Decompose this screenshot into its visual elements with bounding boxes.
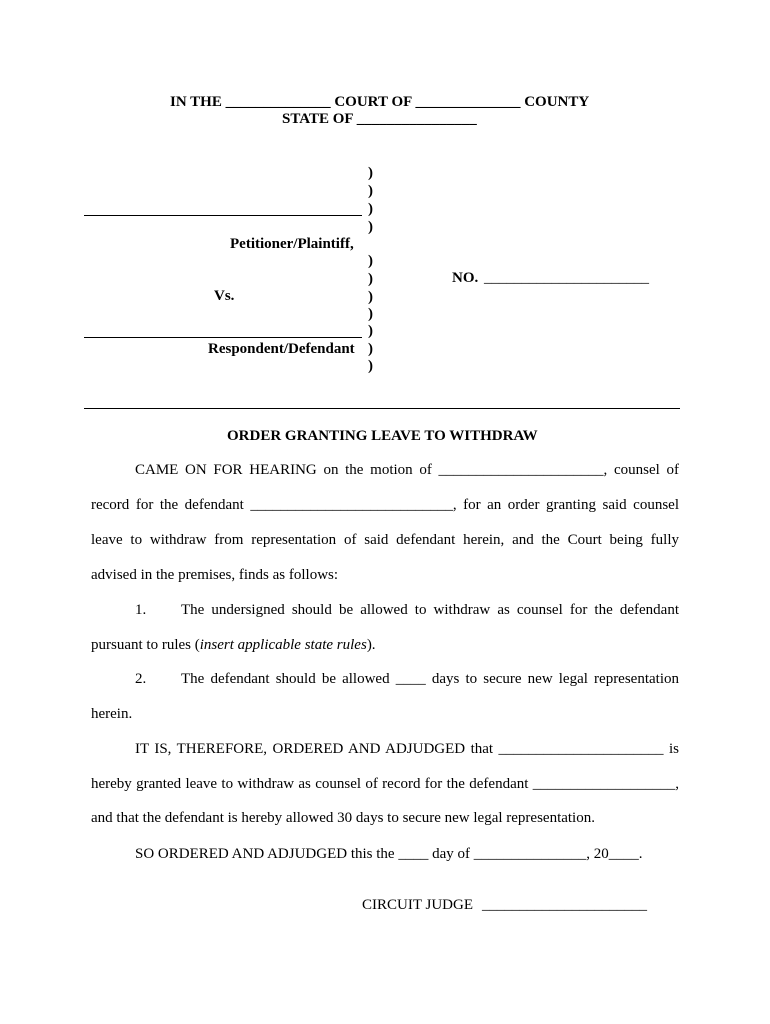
list-item-text: The undersigned should be allowed to withdraw as counsel for the defendant: [181, 602, 679, 618]
judge-signature-blank[interactable]: ______________________: [482, 897, 647, 913]
state-header-line: STATE OF ________________: [282, 111, 477, 127]
paragraph-line: advised in the premises, finds as follows:: [91, 567, 339, 583]
petitioner-name-line: [84, 215, 362, 216]
petitioner-label: Petitioner/Plaintiff,: [230, 236, 354, 252]
respondent-label: Respondent/Defendant: [208, 341, 355, 357]
list-item-text: The defendant should be allowed ____ days to secure new legal representation: [181, 671, 679, 687]
versus-label: Vs.: [214, 288, 235, 304]
rules-suffix: ).: [366, 637, 376, 653]
caption-paren: ): [368, 219, 373, 235]
judge-label: CIRCUIT JUDGE: [362, 897, 473, 913]
list-item-text: [91, 637, 679, 654]
paragraph-line: CAME ON FOR HEARING on the motion of ______________________, counsel of: [135, 462, 679, 478]
paragraph-line: leave to withdraw from representation of said defendant herein, and the Court being fully: [91, 532, 679, 548]
caption-paren: ): [368, 358, 373, 374]
list-number: 1.: [135, 602, 147, 618]
order-title: ORDER GRANTING LEAVE TO WITHDRAW: [227, 428, 538, 444]
caption-paren: ): [368, 323, 373, 339]
ordered-date-line: SO ORDERED AND ADJUDGED this the ____ day of _______________, 20____.: [135, 846, 643, 862]
case-number-blank[interactable]: ______________________: [484, 270, 649, 286]
rules-placeholder: insert applicable state rules: [199, 637, 367, 653]
paragraph-line: record for the defendant ___________________________, for an order granting said counsel: [91, 497, 679, 513]
caption-divider: [84, 408, 680, 409]
caption-paren: ): [368, 253, 373, 269]
caption-paren: ): [368, 306, 373, 322]
caption-paren: ): [368, 271, 373, 287]
paragraph-line: hereby granted leave to withdraw as counsel of record for the defendant ___________________,: [91, 776, 679, 792]
list-number: 2.: [135, 671, 147, 687]
respondent-name-line: [84, 337, 362, 338]
court-header-line: IN THE ______________ COURT OF ______________ COUNTY: [170, 94, 590, 110]
paragraph-line: IT IS, THEREFORE, ORDERED AND ADJUDGED that ______________________ is: [135, 741, 679, 757]
caption-paren: ): [368, 201, 373, 217]
case-number-label: NO.: [452, 270, 479, 286]
list-item-text: herein.: [91, 706, 133, 722]
caption-paren: ): [368, 341, 373, 357]
caption-paren: ): [368, 165, 373, 181]
paragraph-line: and that the defendant is hereby allowed 30 days to secure new legal representation.: [91, 810, 595, 826]
rules-prefix: pursuant to rules (: [91, 637, 200, 653]
caption-paren: ): [368, 183, 373, 199]
caption-paren: ): [368, 289, 373, 305]
